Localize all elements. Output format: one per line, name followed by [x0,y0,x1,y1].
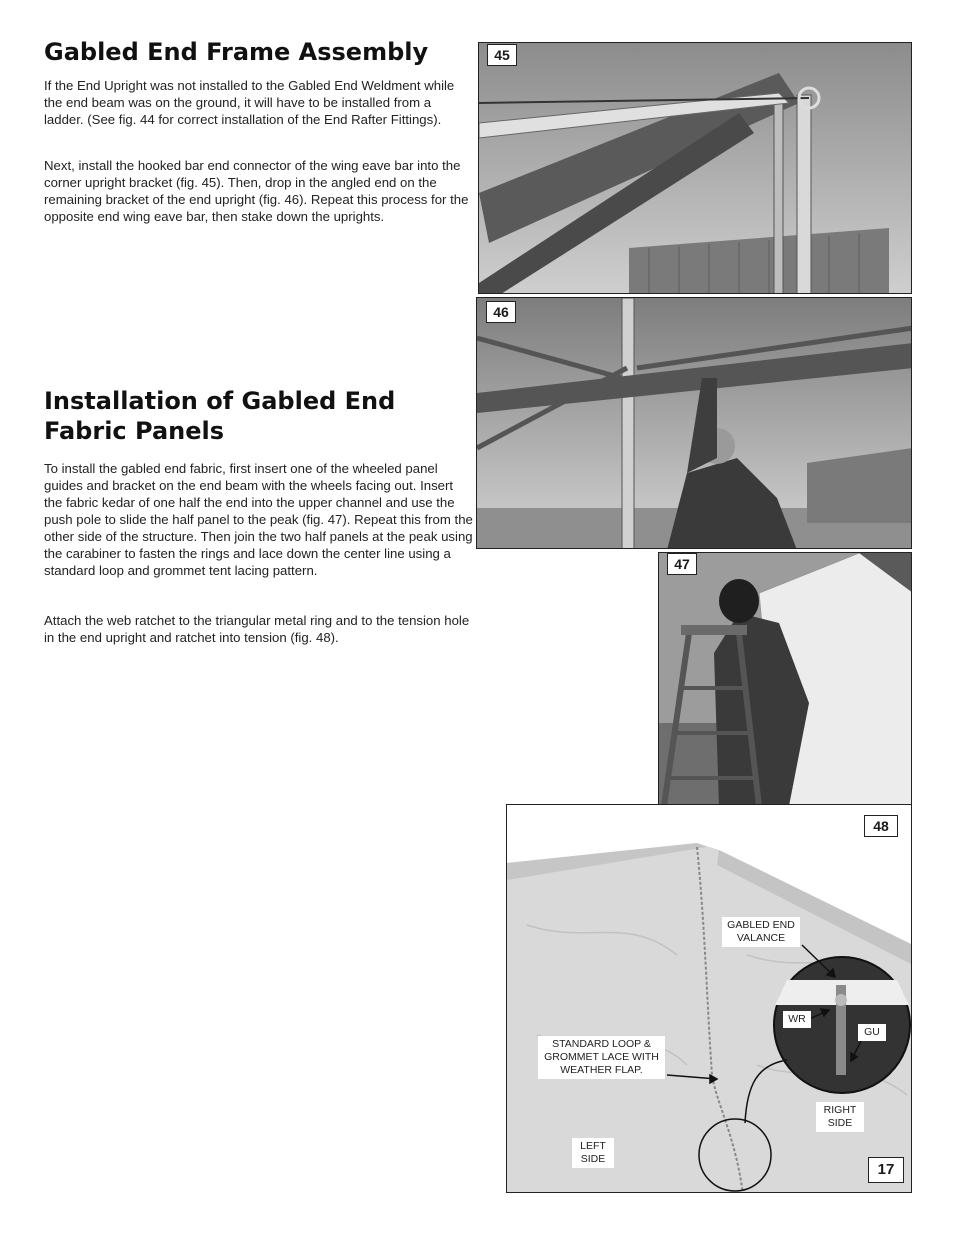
callout-wr: WR [783,1011,811,1028]
figure-46-image [477,298,912,549]
figure-45-photo [478,42,912,294]
figure-47-label: 47 [667,553,697,575]
figure-46-photo [476,297,912,549]
figure-47-image [659,553,912,805]
figure-48-label: 48 [864,815,898,837]
frame-assembly-paragraph-2: Next, install the hooked bar end connector of the wing eave bar into the corner upright bracket (fig. 45). Then, drop in the angled end on the remaining bracket of the end upright (fig. 46). Repeat this process for the opposite end wing eave bar, then stake down the uprights. [44,158,469,224]
section-title-fabric-panels: Installation of Gabled End Fabric Panels [44,387,396,445]
fabric-panels-paragraph-1: To install the gabled end fabric, first insert one of the wheeled panel guides and bracket on the end beam with the wheels facing out. Insert the fabric kedar of one half the end into the upper channel and use the push pole to slide the half panel to the peak (fig. 47). Repeat this from the other side of the structure. Then join the two half panels at the peak using the carabiner to fasten the rings and lace down the center line using a standard loop and grommet tent lacing pattern. [44,461,473,578]
callout-loop-grommet-lace: STANDARD LOOP & GROMMET LACE WITH WEATHER FLAP. [538,1036,665,1079]
callout-gabled-end-valance: GABLED END VALANCE [722,917,800,947]
figure-45-image [479,43,912,294]
section-title-frame-assembly: Gabled End Frame Assembly [44,38,429,66]
figure-47-photo [658,552,912,805]
figure-46-label: 46 [486,301,516,323]
figure-48-image [507,805,912,1193]
figure-45-label: 45 [487,44,517,66]
frame-assembly-paragraph-1: If the End Upright was not installed to the Gabled End Weldment while the end beam was on the ground, it will have to be installed from a ladder. (See fig. 44 for correct installation of the End Rafter Fittings). [44,78,455,127]
fabric-panels-paragraph-2: Attach the web ratchet to the triangular metal ring and to the tension hole in the end upright and ratchet into tension (fig. 48). [44,613,470,645]
callout-left-side: LEFT SIDE [572,1138,614,1168]
page-number: 17 [868,1157,904,1183]
figure-48-photo [506,804,912,1193]
callout-gu: GU [858,1024,886,1041]
callout-right-side: RIGHT SIDE [816,1102,864,1132]
